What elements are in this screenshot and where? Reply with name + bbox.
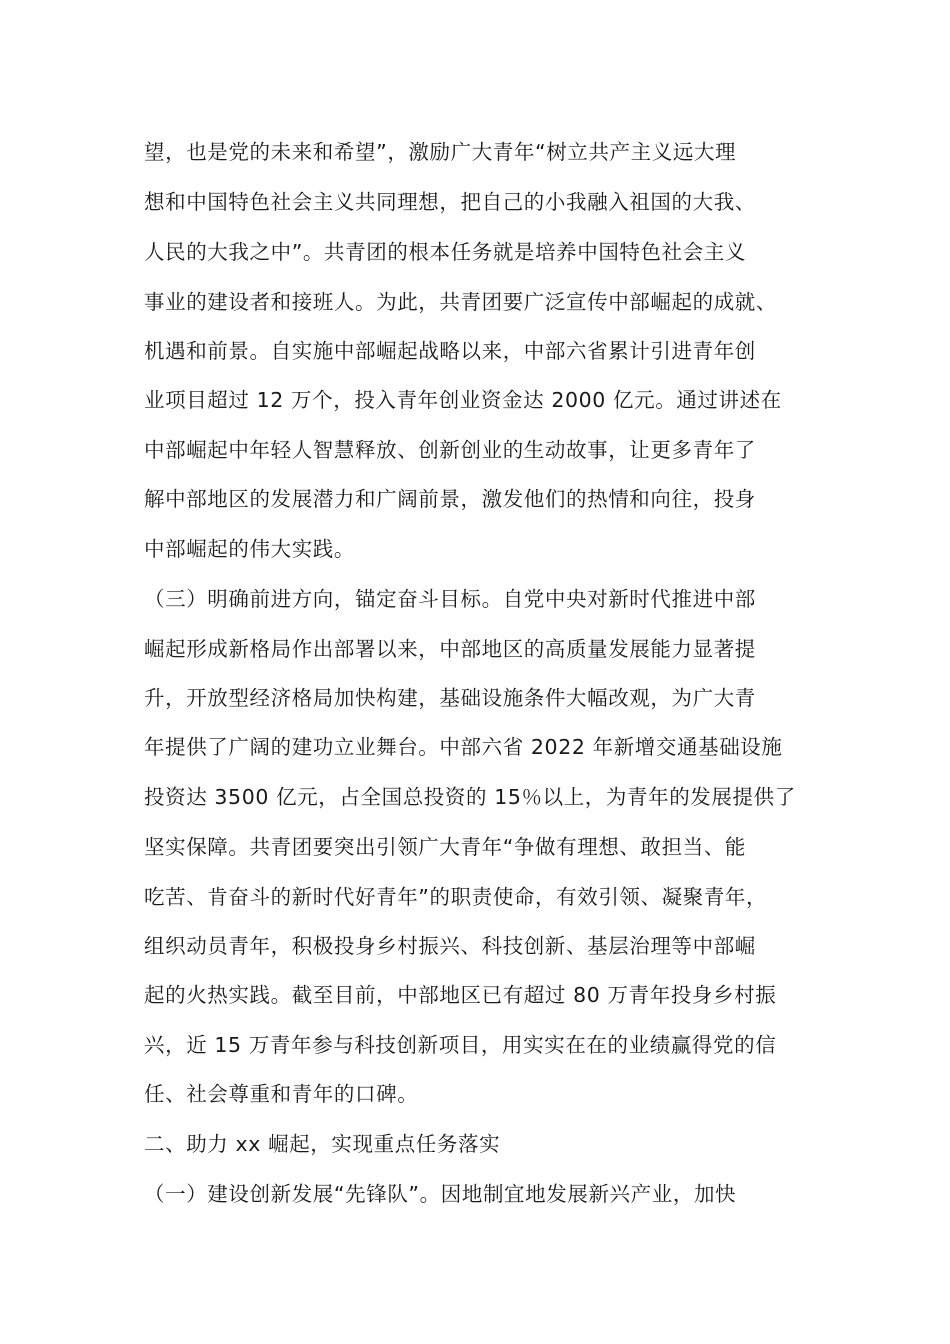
chapter-heading-2: 二、助力 xx 崛起，实现重点任务落实 <box>144 1132 501 1156</box>
text-line-4: 事业的建设者和接班人。为此，共青团要广泛宣传中部崛起的成就、 <box>144 290 777 314</box>
text-line-19: 兴，近 15 万青年参与科技创新项目，用实实在在的业绩赢得党的信 <box>144 1033 777 1057</box>
text-line-7: 中部崛起中年轻人智慧释放、创新创业的生动故事，让更多青年了 <box>144 438 756 462</box>
text-line-5: 机遇和前景。自实施中部崛起战略以来，中部六省累计引进青年创 <box>144 339 756 363</box>
text-line-3: 人民的大我之中”。共青团的根本任务就是培养中国特色社会主义 <box>144 240 747 264</box>
text-line-11: 崛起形成新格局作出部署以来，中部地区的高质量发展能力显著提 <box>144 637 756 661</box>
section-heading-1: （一）建设创新发展“先锋队”。因地制宜地发展新兴产业，加快 <box>144 1182 737 1206</box>
text-line-12: 升，开放型经济格局加快构建，基础设施条件大幅改观，为广大青 <box>144 686 756 710</box>
text-line-18: 起的火热实践。截至目前，中部地区已有超过 80 万青年投身乡村振 <box>144 983 777 1007</box>
text-line-8: 解中部地区的发展潜力和广阔前景，激发他们的热情和向往，投身 <box>144 487 756 511</box>
text-line-20: 任、社会尊重和青年的口碑。 <box>144 1082 419 1106</box>
text-line-15: 坚实保障。共青团要突出引领广大青年“争做有理想、敢担当、能 <box>144 835 747 859</box>
text-line-14: 投资达 3500 亿元，占全国总投资的 15％以上，为青年的发展提供了 <box>144 785 796 809</box>
text-line-6: 业项目超过 12 万个，投入青年创业资金达 2000 亿元。通过讲述在 <box>144 388 782 412</box>
text-line-1: 望，也是党的未来和希望”，激励广大青年“树立共产主义远大理 <box>144 140 737 164</box>
text-line-9: 中部崛起的伟大实践。 <box>144 537 355 561</box>
text-line-17: 组织动员青年，积极投身乡村振兴、科技创新、基层治理等中部崛 <box>144 934 756 958</box>
text-line-13: 年提供了广阔的建功立业舞台。中部六省 2022 年新增交通基础设施 <box>144 735 783 759</box>
text-line-2: 想和中国特色社会主义共同理想，把自己的小我融入祖国的大我、 <box>144 190 756 214</box>
section-heading-3: （三）明确前进方向，锚定奋斗目标。自党中央对新时代推进中部 <box>144 587 756 611</box>
text-line-16: 吃苦、肯奋斗的新时代好青年”的职责使命，有效引领、凝聚青年， <box>144 885 768 909</box>
